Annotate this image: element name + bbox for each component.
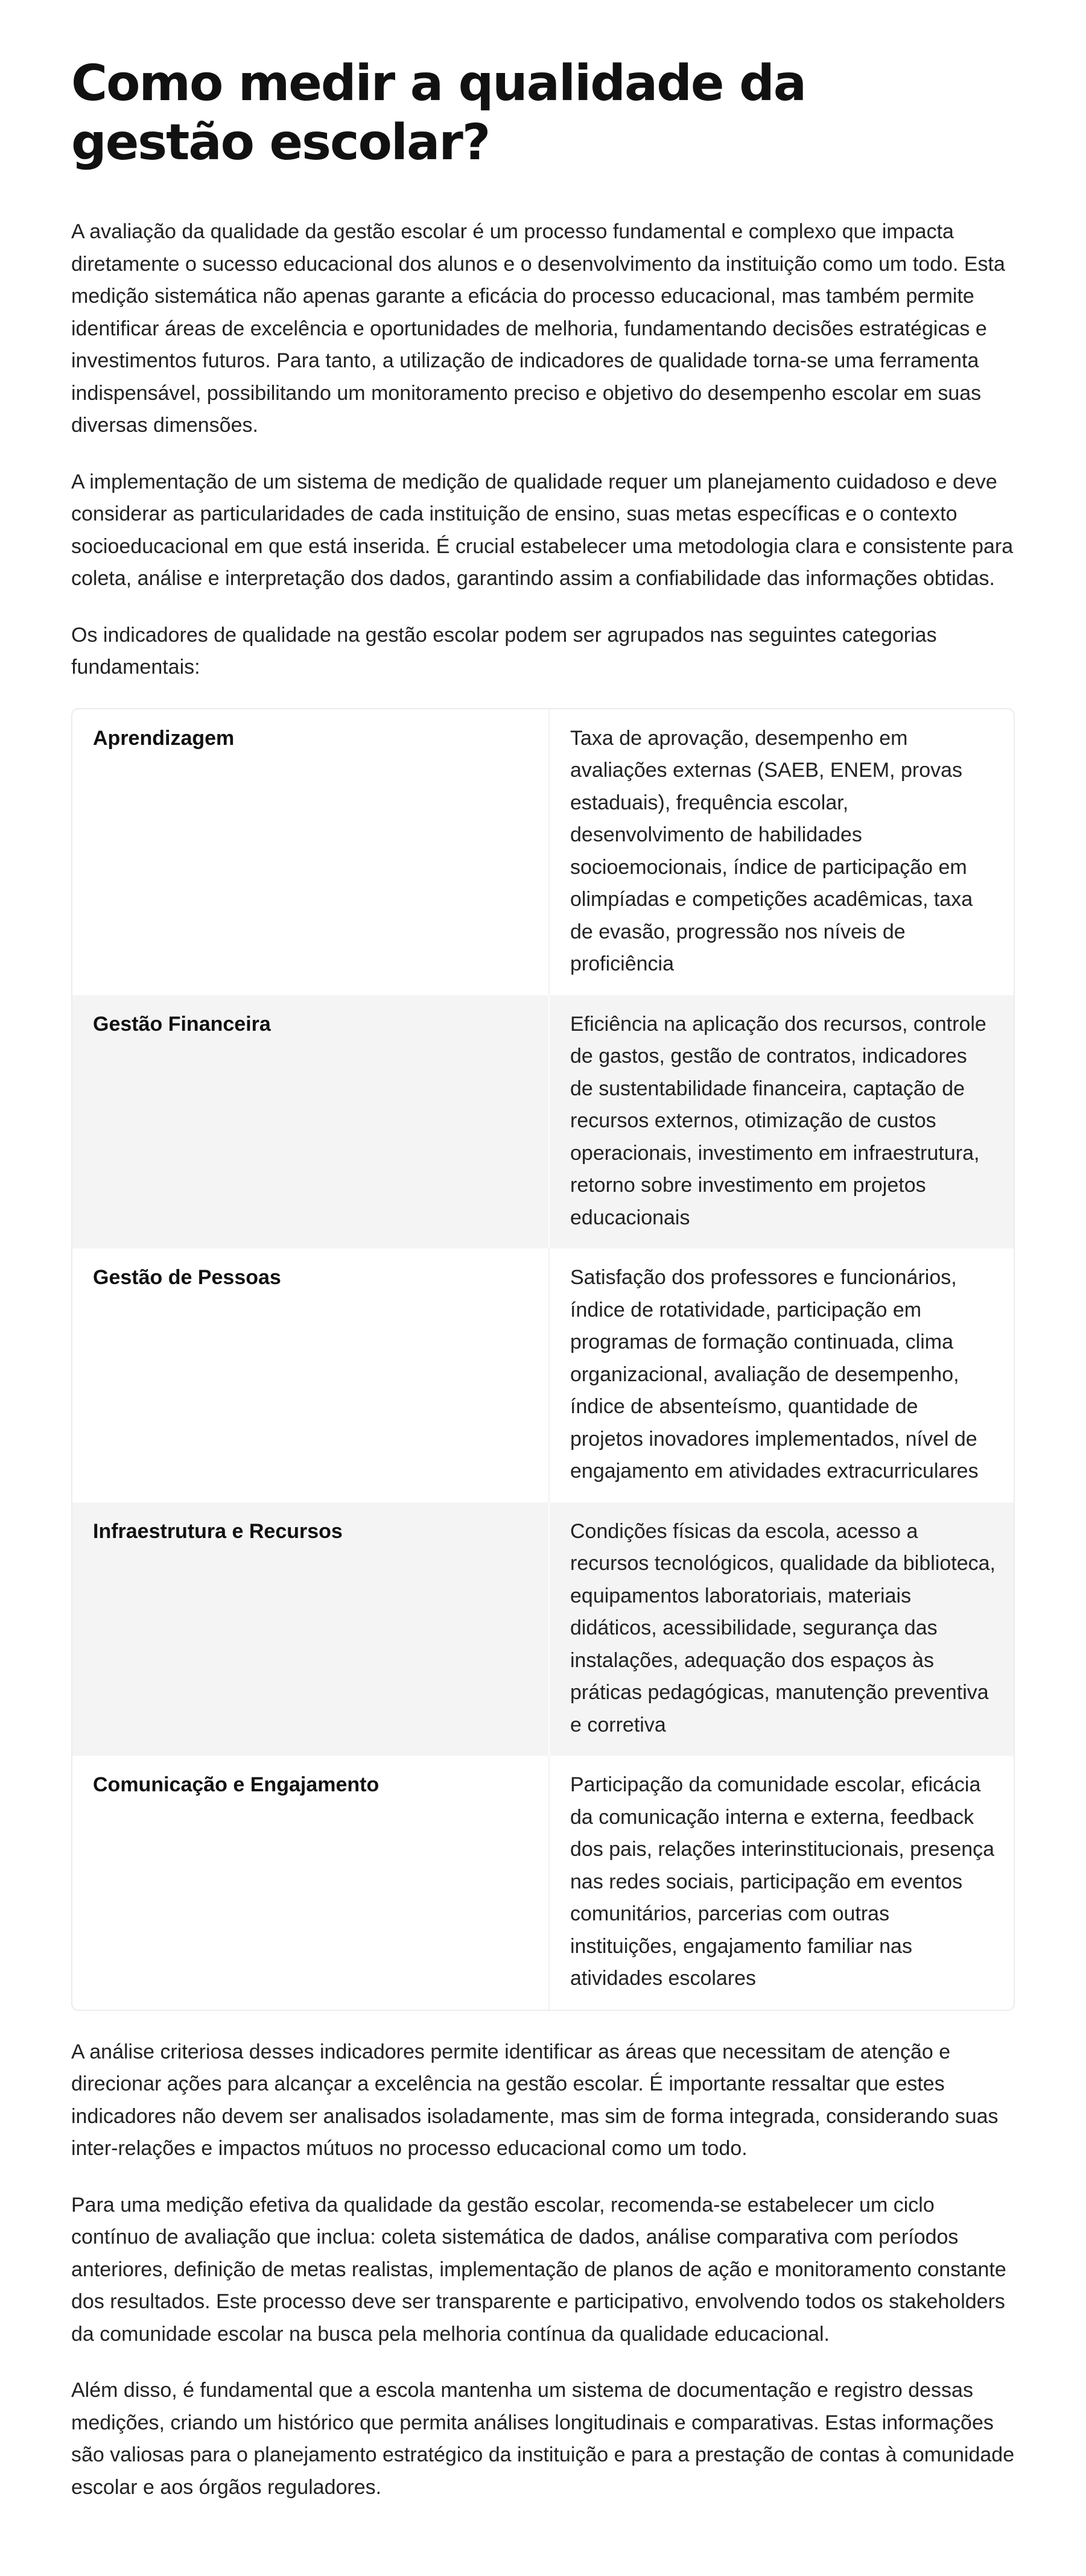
page-title: Como medir a qualidade da gestão escolar?	[71, 55, 806, 171]
table-row	[72, 1248, 1014, 1502]
intro-paragraph: A avaliação da qualidade da gestão escolar é um processo fundamental e complexo que impacta diretamente o sucesso educacional dos alunos e o desenvolvimento da instituição como um todo. Esta medição sistemática não apenas garante a eficácia do processo educacional, mas também permite identificar áreas de excelência e oportunidades de melhoria, fundamentando decisões estratégicas e investimentos futuros. Para tanto, a utilização de indicadores de qualidade torna-se uma ferramenta indispensável, possibilitando um monitoramento preciso e objetivo do desempenho escolar em suas diversas dimensões.	[71, 220, 1005, 437]
indicator-category: Gestão de Pessoas	[72, 1248, 549, 1502]
indicator-description: Taxa de aprovação, desempenho em avaliações externas (SAEB, ENEM, provas estaduais), frequência escolar, desenvolvimento de habilidades socioemocionais, índice de participação em olimpíadas e competições acadêmicas, taxa de evasão, progressão nos níveis de proficiência	[570, 726, 973, 975]
indicator-category: Gestão Financeira	[72, 995, 549, 1249]
table-row	[72, 709, 1014, 995]
indicator-description: Eficiência na aplicação dos recursos, controle de gastos, gestão de contratos, indicadores de sustentabilidade financeira, captação de recursos externos, otimização de custos operacionais, investimento em infraestrutura, retorno sobre investimento em projetos educacionais	[549, 995, 1014, 1249]
closing-paragraph: A análise criteriosa desses indicadores permite identificar as áreas que necessitam de atenção e direcionar ações para alcançar a excelência na gestão escolar. É importante ressaltar que estes indicadores não devem ser analisados isoladamente, mas sim de forma integrada, considerando suas inter-relações e impactos mútuos no processo educacional como um todo.	[71, 2040, 999, 2160]
indicator-category: Infraestrutura e Recursos	[72, 1502, 549, 1756]
indicator-category: Aprendizagem	[72, 709, 549, 995]
table-row	[72, 1502, 1014, 1756]
intro-paragraph: A implementação de um sistema de medição de qualidade requer um planejamento cuidadoso e deve considerar as particularidades de cada instituição de ensino, suas metas específicas e o contexto socioeducacional em que está inserida. É crucial estabelecer uma metodologia clara e consistente para coleta, análise e interpretação dos dados, garantindo assim a confiabilidade das informações obtidas.	[71, 470, 1014, 590]
indicator-description: Participação da comunidade escolar, eficácia da comunicação interna e externa, feedback dos pais, relações interinstitucionais, presença nas redes sociais, participação em eventos comunitários, parcerias com outras instituições, engajamento familiar nas atividades escolares	[570, 1773, 995, 1990]
indicator-category: Comunicação e Engajamento	[72, 1756, 549, 2010]
table-row	[72, 995, 1014, 1249]
indicator-description: Satisfação dos professores e funcionários, índice de rotatividade, participação em programas de formação continuada, clima organizacional, avaliação de desempenho, índice de absenteísmo, quantidade de projetos inovadores implementados, nível de engajamento em atividades extracurriculares	[570, 1266, 979, 1483]
indicator-description: Condições físicas da escola, acesso a recursos tecnológicos, qualidade da biblioteca, equipamentos laboratoriais, materiais didáticos, acessibilidade, segurança das instalações, adequação dos espaços às práticas pedagógicas, manutenção preventiva e corretiva	[549, 1502, 1014, 1756]
table-row	[72, 1756, 1014, 2010]
closing-paragraph: Além disso, é fundamental que a escola mantenha um sistema de documentação e registro dessas medições, criando um histórico que permita análises longitudinais e comparativas. Estas informações são valiosas para o planejamento estratégico da instituição e para a prestação de contas à comunidade escolar e aos órgãos reguladores.	[71, 2379, 1015, 2499]
intro-paragraph: Os indicadores de qualidade na gestão escolar podem ser agrupados nas seguintes categorias fundamentais:	[71, 623, 937, 679]
closing-paragraph: Para uma medição efetiva da qualidade da gestão escolar, recomenda-se estabelecer um ciclo contínuo de avaliação que inclua: coleta sistemática de dados, análise comparativa com períodos anteriores, definição de metas realistas, implementação de planos de ação e monitoramento constante dos resultados. Este processo deve ser transparente e participativo, envolvendo todos os stakeholders da comunidade escolar na busca pela melhoria contínua da qualidade educacional.	[71, 2193, 1006, 2346]
indicators-table	[71, 708, 1015, 2011]
